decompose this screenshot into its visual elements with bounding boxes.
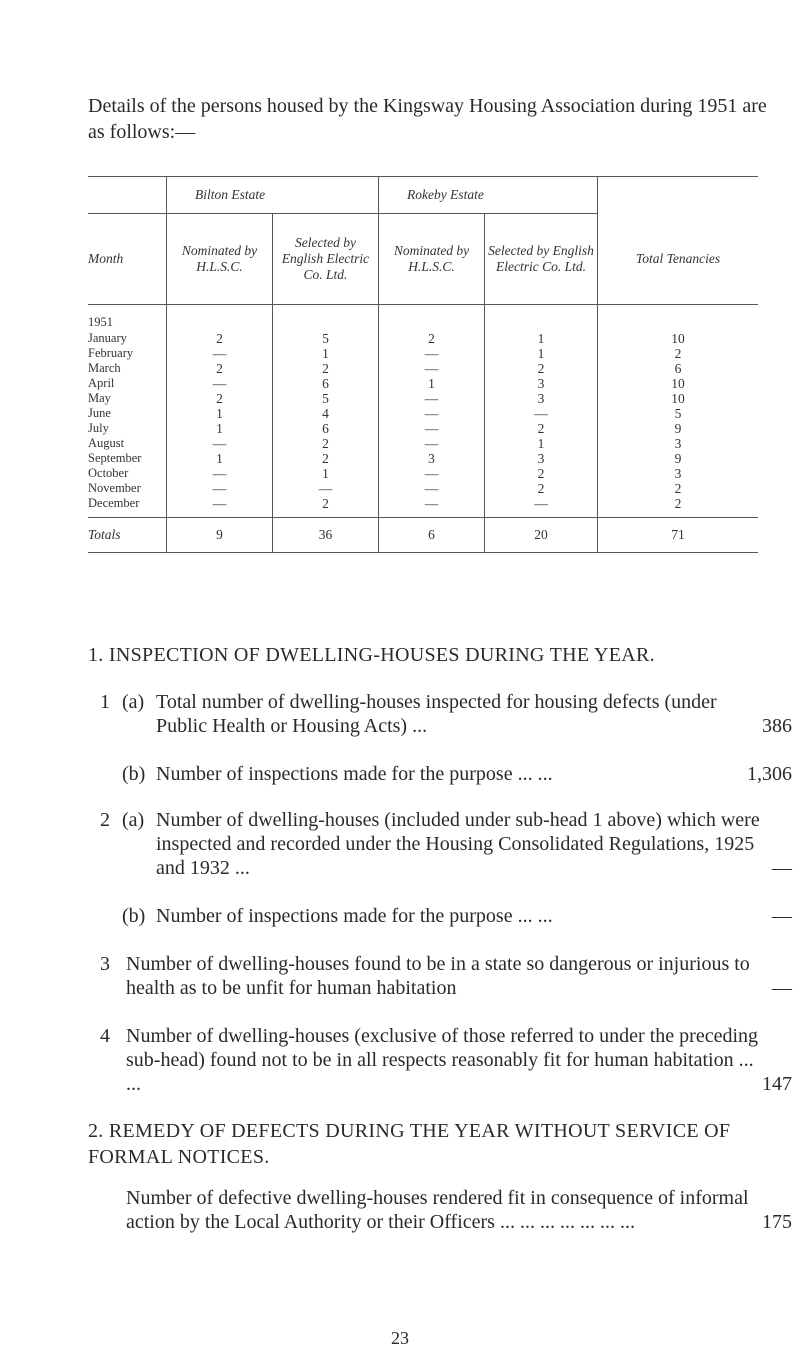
bilton-selected-cell: 2	[273, 496, 379, 511]
table-row	[88, 481, 758, 496]
year-label: 1951	[88, 315, 113, 329]
intro-text: Details of the persons housed by the Kingsway Housing Association during 1951 are as follows:—	[88, 95, 767, 143]
total-tenancies-cell: 9	[598, 451, 759, 466]
month-cell: November	[88, 481, 141, 495]
table-row	[88, 406, 758, 421]
month-header: Month	[88, 214, 167, 305]
bilton-nominated-cell: —	[167, 466, 273, 481]
section1-item: (b) Number of inspections made for the purpose ... ... —	[122, 905, 792, 927]
rokeby-nominated-cell: 1	[379, 376, 485, 391]
rokeby-nominated-cell: —	[379, 436, 485, 451]
bilton-selected-cell: 2	[273, 436, 379, 451]
month-cell: February	[88, 346, 134, 360]
table-row	[88, 391, 758, 406]
page-number: 23	[391, 1328, 409, 1348]
month-cell: October	[88, 466, 129, 480]
table-row	[88, 451, 758, 466]
rokeby-nominated-header: Nominated by H.L.S.C.	[379, 214, 485, 305]
section2-title: 2. REMEDY OF DEFECTS DURING THE YEAR WITHOUT SERVICE OF FORMAL NOTICES.	[88, 1120, 731, 1168]
rokeby-nominated-cell: —	[379, 391, 485, 406]
bilton-selected-cell: 2	[273, 451, 379, 466]
rokeby-nominated-cell: 3	[379, 451, 485, 466]
total-tenancies-cell: 2	[598, 496, 759, 511]
section2-item: Number of defective dwelling-houses rendered fit in consequence of informal action by the Local Authority or their Officers ... ... ... ... ... ... ... 175	[126, 1187, 792, 1233]
bilton-selected-cell: 1	[273, 346, 379, 361]
rokeby-selected-cell: 3	[485, 391, 598, 406]
bilton-selected-cell: 2	[273, 361, 379, 376]
month-cell: July	[88, 421, 109, 435]
table-row	[88, 436, 758, 451]
rokeby-selected-cell: 3	[485, 451, 598, 466]
bilton-selected-cell: 4	[273, 406, 379, 421]
rokeby-selected-cell: 2	[485, 421, 598, 436]
rokeby-estate-header: Rokeby Estate	[379, 177, 598, 214]
bilton-nominated-cell: —	[167, 436, 273, 451]
section1-item: 2 (a) Number of dwelling-houses (included under sub-head 1 above) which were inspected and recorded under the Housing Consolidated Regulations, 1925 and 1932 ... —	[100, 809, 792, 879]
section1-item-value: 147	[762, 1073, 792, 1095]
rokeby-selected-cell: 2	[485, 466, 598, 481]
rokeby-selected-cell: 2	[485, 481, 598, 496]
month-cell: January	[88, 331, 127, 345]
total-tenancies-cell: 9	[598, 421, 759, 436]
bilton-selected-header: Selected by English Electric Co. Ltd.	[273, 214, 379, 305]
bilton-nominated-cell: —	[167, 376, 273, 391]
year-row	[88, 305, 758, 332]
total-tenancies-header: Total Tenancies	[598, 214, 759, 305]
table-row	[88, 496, 758, 511]
month-cell: April	[88, 376, 115, 390]
total-tenancies-cell: 6	[598, 361, 759, 376]
section1-item-value: 386	[762, 715, 792, 737]
section1-item-value: —	[772, 905, 792, 927]
rokeby-selected-header: Selected by English Electric Co. Ltd.	[485, 214, 598, 305]
bilton-nominated-cell: 2	[167, 391, 273, 406]
table-row	[88, 466, 758, 481]
month-cell: March	[88, 361, 121, 375]
intro-paragraph	[88, 93, 768, 145]
month-cell: August	[88, 436, 125, 450]
bilton-selected-cell: 5	[273, 391, 379, 406]
total-tenancies-cell: 2	[598, 481, 759, 496]
rokeby-selected-cell: 1	[485, 346, 598, 361]
rokeby-nominated-cell: —	[379, 481, 485, 496]
table-row	[88, 346, 758, 361]
table-group-header-row	[88, 177, 758, 214]
table-column-header-row	[88, 214, 758, 305]
section1-item-value: —	[772, 977, 792, 999]
totals-total-tenancies: 71	[598, 518, 759, 553]
total-tenancies-cell: 3	[598, 466, 759, 481]
rokeby-nominated-cell: —	[379, 466, 485, 481]
rokeby-nominated-cell: —	[379, 406, 485, 421]
bilton-nominated-cell: —	[167, 481, 273, 496]
section1-title: 1. INSPECTION OF DWELLING-HOUSES DURING THE YEAR.	[88, 644, 655, 666]
rokeby-nominated-cell: —	[379, 421, 485, 436]
total-tenancies-cell: 10	[598, 376, 759, 391]
total-tenancies-cell: 2	[598, 346, 759, 361]
totals-bilton-selected: 36	[273, 518, 379, 553]
section1-item: 4 Number of dwelling-houses (exclusive of those referred to under the preceding sub-head) found not to be in all respects reasonably fit for human habitation ... ... 147	[100, 1025, 792, 1095]
total-tenancies-cell: 10	[598, 391, 759, 406]
month-cell: May	[88, 391, 111, 405]
table-row	[88, 331, 758, 346]
section1-item: 3 Number of dwelling-houses found to be in a state so dangerous or injurious to health as to be unfit for human habitation —	[100, 953, 792, 999]
bilton-nominated-cell: 2	[167, 361, 273, 376]
table-row	[88, 421, 758, 436]
month-cell: December	[88, 496, 140, 510]
month-cell: June	[88, 406, 111, 420]
rokeby-selected-cell: 2	[485, 361, 598, 376]
bilton-selected-cell: 6	[273, 421, 379, 436]
totals-label: Totals	[88, 518, 167, 553]
bilton-selected-cell: —	[273, 481, 379, 496]
bilton-nominated-cell: —	[167, 346, 273, 361]
section1-item-value: —	[772, 857, 792, 879]
section1-item: 1 (a) Total number of dwelling-houses inspected for housing defects (under Public Health or Housing Acts) ... 386	[100, 691, 792, 737]
total-tenancies-cell: 10	[598, 331, 759, 346]
totals-bilton-nominated: 9	[167, 518, 273, 553]
section1-item: (b) Number of inspections made for the purpose ... ... 1,306	[122, 763, 792, 785]
bilton-selected-cell: 6	[273, 376, 379, 391]
bilton-nominated-header: Nominated by H.L.S.C.	[167, 214, 273, 305]
rokeby-nominated-cell: —	[379, 361, 485, 376]
section2-item-value: 175	[762, 1211, 792, 1233]
table-row	[88, 361, 758, 376]
totals-rokeby-selected: 20	[485, 518, 598, 553]
rokeby-nominated-cell: —	[379, 496, 485, 511]
month-cell: September	[88, 451, 142, 465]
bilton-nominated-cell: —	[167, 496, 273, 511]
table-body	[88, 331, 758, 511]
bilton-nominated-cell: 1	[167, 451, 273, 466]
bilton-estate-header: Bilton Estate	[167, 177, 379, 214]
rokeby-selected-cell: —	[485, 406, 598, 421]
rokeby-nominated-cell: 2	[379, 331, 485, 346]
bilton-nominated-cell: 1	[167, 421, 273, 436]
bilton-selected-cell: 1	[273, 466, 379, 481]
rokeby-selected-cell: 1	[485, 331, 598, 346]
section1-item-value: 1,306	[747, 763, 792, 785]
rokeby-nominated-cell: —	[379, 346, 485, 361]
rokeby-selected-cell: 1	[485, 436, 598, 451]
total-tenancies-cell: 3	[598, 436, 759, 451]
housing-table	[88, 176, 758, 553]
rokeby-selected-cell: 3	[485, 376, 598, 391]
total-tenancies-cell: 5	[598, 406, 759, 421]
bilton-nominated-cell: 1	[167, 406, 273, 421]
table-row	[88, 376, 758, 391]
bilton-nominated-cell: 2	[167, 331, 273, 346]
totals-rokeby-nominated: 6	[379, 518, 485, 553]
bilton-selected-cell: 5	[273, 331, 379, 346]
totals-row	[88, 518, 758, 553]
rokeby-selected-cell: —	[485, 496, 598, 511]
